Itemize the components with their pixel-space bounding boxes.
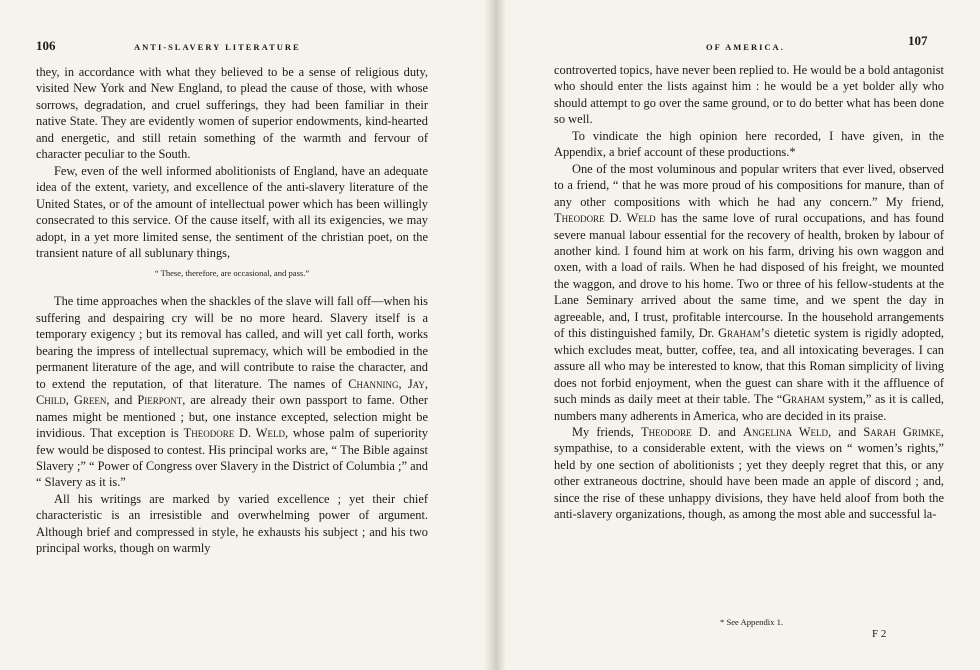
running-head-left: ANTI-SLAVERY LITERATURE [134, 42, 301, 52]
signature-mark: F 2 [872, 628, 887, 640]
right-paragraph-2: To vindicate the high opinion here recorded, I have given, in the Appendix, a brief account of these productions.* [554, 128, 944, 160]
left-paragraph-1: they, in accordance with what they believed to be a sense of religious duty, visited New York and New England, to plead the cause of those, with whose sorrows, degradation, and cruel sufferings, they had been familiar in their native State. They are evidently women of superior endowments, kind-hearted and energetic, and still retain something of the warmth and fervour of character peculiar to the South. [36, 65, 428, 162]
right-paragraph-4: My friends, Theodore D. and Angelina Weld, and Sarah Grimke, sympathise, to a considerable extent, with the views on “ women’s rights,” held by one section of abolitionists ; yet they deeply regret that this, or any other extraneous doctrine, should have been made an apple of discord ; and, since the rise of these unhappy divisions, they have held aloof from both the anti-slavery organizations, though, as among the most able and successful la- [554, 424, 944, 522]
name-green: Green [73, 393, 107, 408]
page-number-left: 106 [36, 38, 56, 53]
left-paragraph-2: Few, even of the well informed abolitionists of England, have an adequate idea of the extent, variety, and excellence of the anti-slavery literature of the United States, or of the amount of intellectual power which has been willingly consecrated to this service. Of the cause itself, with all its exigencies, we may adopt, in a yet more limited sense, the sentiment of the christian poet, on the transient nature of all sublunary things, [36, 163, 428, 260]
name-child: Child [36, 393, 66, 408]
poetry-quote: “ These, therefore, are occasional, and pass.” [154, 268, 310, 279]
name-pierpont: Pierpont [137, 393, 183, 408]
name-sarah: Sarah Grimke [863, 424, 941, 439]
name-graham-2: Graham [782, 392, 825, 407]
running-head-right: OF AMERICA. [706, 42, 785, 52]
name-angelina: Angelina Weld [743, 424, 829, 439]
name-theodore: Theodore D. [641, 424, 711, 439]
name-weld-2: Theodore D. Weld [554, 211, 656, 226]
left-page [0, 0, 484, 670]
right-page [506, 0, 980, 670]
right-paragraph-1: controverted topics, have never been replied to. He would be a bold antagonist who should enter the lists against him : he would be a yet bolder ally who should attempt to go over the same ground, or to do better what has been done so well. [554, 63, 944, 127]
right-paragraph-3: One of the most voluminous and popular writers that ever lived, observed to a friend, “ that he was more proud of his compositions for manure, than of any other compositions with which he had any concern.” My friend, Theodore D. Weld has the same love of rural occupations, and has found severe manual labour essential for the recovery of health, broken by labour of another kind. I found him at work on his farm, driving his own waggon and oxen, with a load of rails. When he had disposed of his freight, we mounted the waggon, and drove to his home. Two or three of his fellow-students at the Lane Seminary arrived about the same time, and we spent the day in agreeable, and, I trust, profitable intercourse. In the household arrangements of this distinguished family, Dr. Graham’s dietetic system is rigidly adopted, which excludes meat, butter, coffee, tea, and all intoxicating beverages. I can assure all who may be interested to know, that this Roman simplicity of living does not forbid enjoyment, when the guest can share with it the affluence of such minds as daily meet at their table. The “Graham system,” as it is called, numbers many adherents in America, who are decided in its praise. [554, 161, 944, 423]
name-graham: Graham’s [718, 326, 770, 341]
book-gutter [484, 0, 506, 670]
name-jay: Jay [407, 376, 425, 391]
name-weld: Theodore D. Weld [183, 426, 285, 441]
name-channing: Channing [348, 376, 399, 391]
left-paragraph-3: The time approaches when the shackles of the slave will fall off—when his suffering and despairing cry will be no more heard. Slavery itself is a temporary exigency ; but its removal has called, and will yet call forth, works bearing the impress of intellectual supremacy, which will be embodied in the permanent literature of the age, and will contribute to raise the character, and to extend the reputation, of that literature. The names of Channing, Jay, Child, Green, and Pierpont, are already their own passport to fame. Other names might be mentioned ; but, one instance excepted, selection might be invidious. That exception is Theodore D. Weld, whose palm of superiority few would be disposed to contest. His principal works are, “ The Bible against Slavery ;” “ Power of Congress over Slavery in the District of Columbia ;” and “ Slavery as it is.” [36, 294, 428, 490]
left-paragraph-4: All his writings are marked by varied excellence ; yet their chief characteristic is an irresistible and overwhelming power of argument. Although brief and compressed in style, he exhausts his subject ; and his two principal works, though on warmly [36, 491, 428, 556]
page-number-right: 107 [908, 33, 928, 48]
right-page-body [554, 62, 944, 523]
left-page-body [36, 64, 428, 557]
footnote: * See Appendix 1. [720, 617, 784, 627]
